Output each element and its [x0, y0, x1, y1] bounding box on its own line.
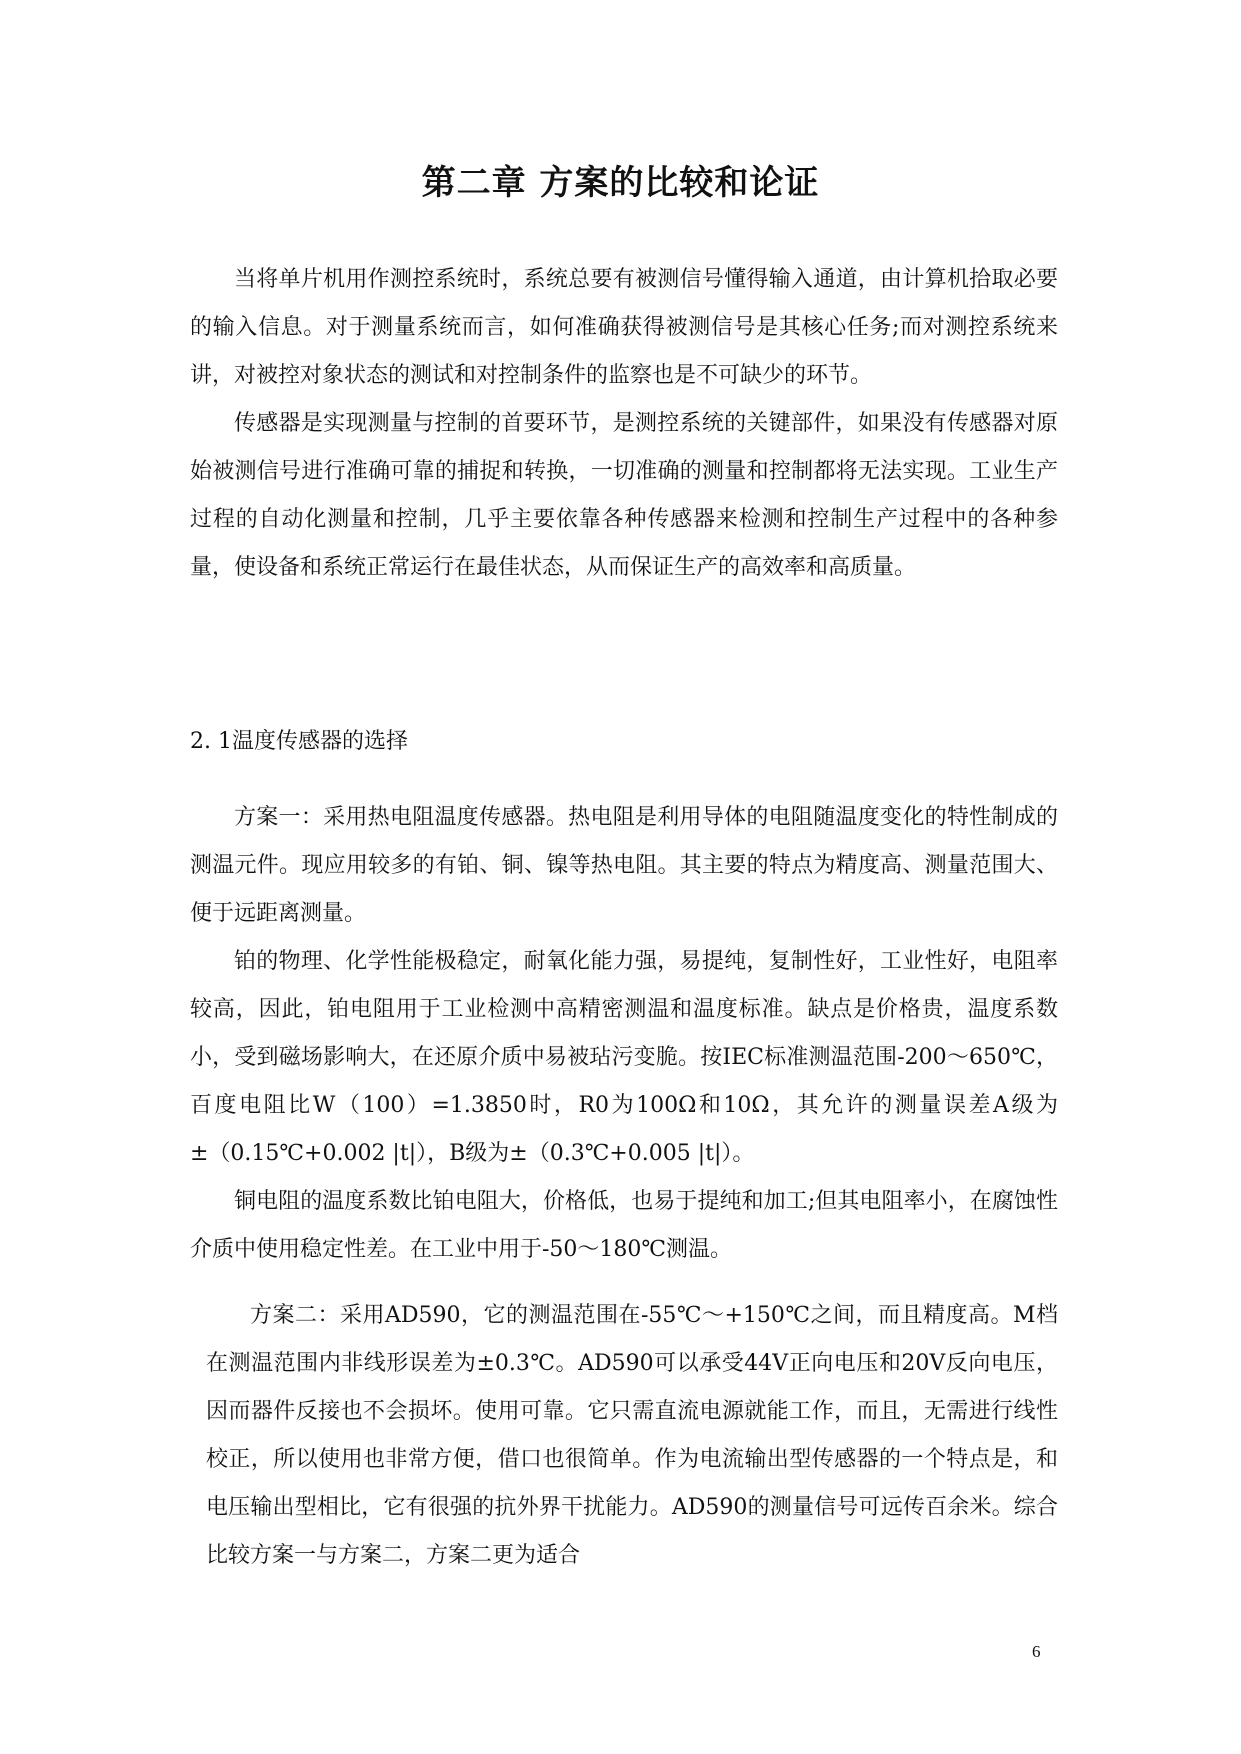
section-text: [190, 794, 1058, 1274]
paragraph: 传感器是实现测量与控制的首要环节，是测控系统的关键部件，如果没有传感器对原始被测信号进行准确可靠的捕捉和转换，一切准确的测量和控制都将无法实现。工业生产过程的自动化测量和控制，几乎主要依靠各种传感器来检测和控制生产过程中的各种参量，使设备和系统正常运行在最佳状态，从而保证生产的高效率和高质量。: [190, 411, 1058, 580]
chapter-title: 第二章 方案的比较和论证: [421, 163, 820, 203]
paragraph: 方案一：采用热电阻温度传感器。热电阻是利用导体的电阻随温度变化的特性制成的测温元件。现应用较多的有铂、铜、镍等热电阻。其主要的特点为精度高、测量范围大、便于远距离测量。: [190, 805, 1058, 926]
paragraph: 铜电阻的温度系数比铂电阻大，价格低，也易于提纯和加工;但其电阻率小，在腐蚀性介质中使用稳定性差。在工业中用于-50～180℃测温。: [190, 1189, 1058, 1262]
intro-text: [190, 256, 1058, 592]
paragraph: 铂的物理、化学性能极稳定，耐氧化能力强，易提纯，复制性好，工业性好，电阻率较高，因此，铂电阻用于工业检测中高精密测温和温度标准。缺点是价格贵，温度系数小，受到磁场影响大，在还原介质中易被玷污变脆。按IEC标准测温范围-200～650℃，百度电阻比W（100）=1.3850时，R0为100Ω和10Ω，其允许的测量误差A级为±（0.15℃+0.002 |t|），B级为±（0.3℃+0.005 |t|）。: [190, 949, 1058, 1166]
scheme-two-text: [206, 1292, 1058, 1580]
page-number: 6: [1032, 1642, 1041, 1661]
paragraph: 当将单片机用作测控系统时，系统总要有被测信号懂得输入通道，由计算机拾取必要的输入信息。对于测量系统而言，如何准确获得被测信号是其核心任务;而对测控系统来讲，对被控对象状态的测试和对控制条件的监察也是不可缺少的环节。: [190, 267, 1058, 388]
paragraph: 方案二：采用AD590，它的测温范围在-55℃～+150℃之间，而且精度高。M档在测温范围内非线形误差为±0.3℃。AD590可以承受44V正向电压和20V反向电压，因而器件反接也不会损坏。使用可靠。它只需直流电源就能工作，而且，无需进行线性校正，所以使用也非常方便，借口也很简单。作为电流输出型传感器的一个特点是，和电压输出型相比，它有很强的抗外界干扰能力。AD590的测量信号可远传百余米。综合比较方案一与方案二，方案二更为适合: [206, 1303, 1058, 1568]
section-heading: 2. 1温度传感器的选择: [190, 729, 408, 754]
